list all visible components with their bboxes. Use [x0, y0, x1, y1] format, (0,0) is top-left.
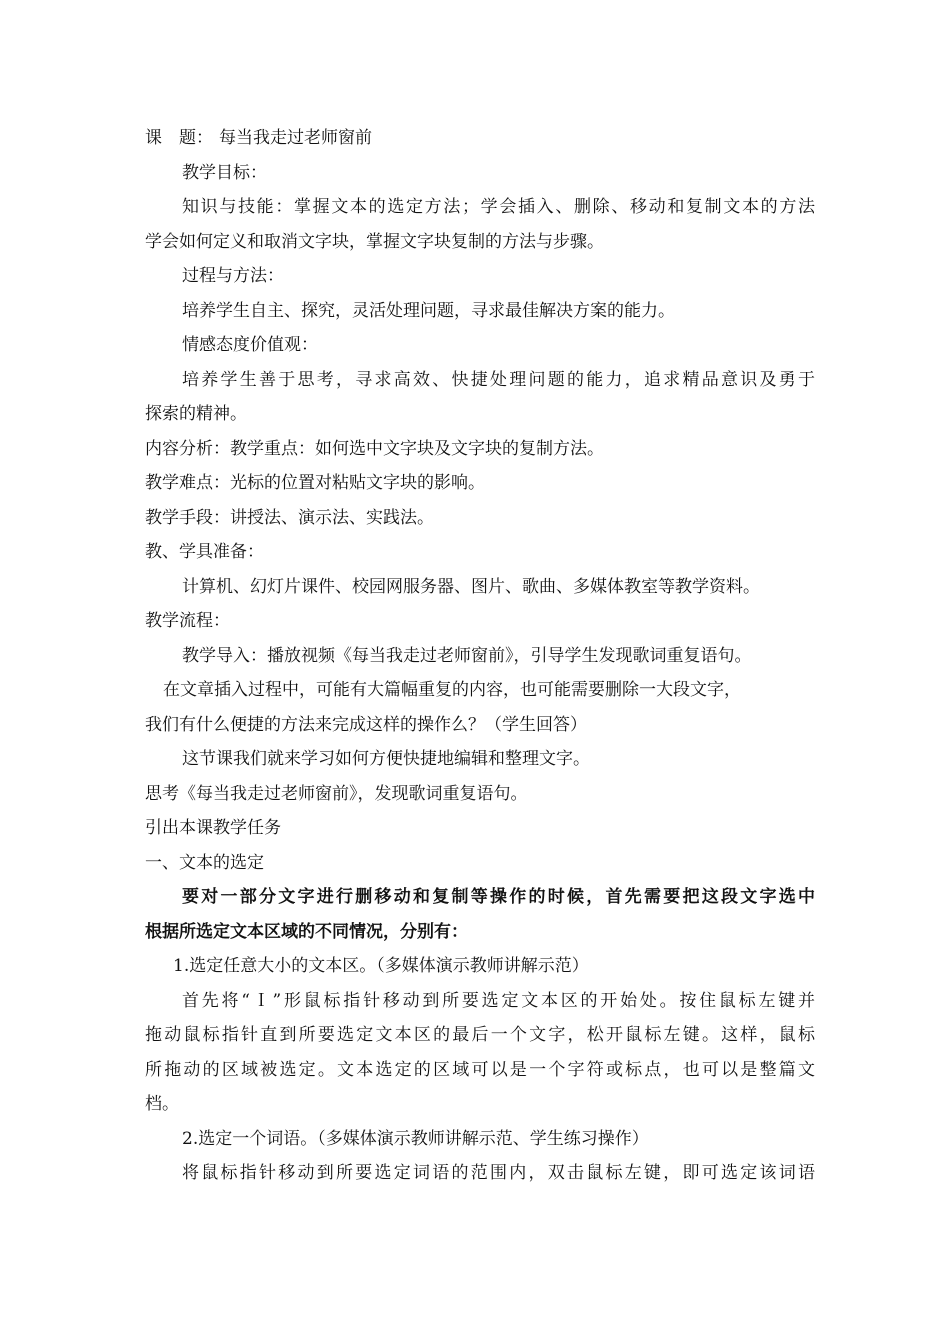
question-line-2: 我们有什么便捷的方法来完成这样的操作么？（学生回答）	[145, 714, 587, 735]
teaching-difficulty: 教学难点：光标的位置对粘贴文字块的影响。	[145, 473, 485, 493]
title-value: 每当我走过老师窗前	[219, 128, 372, 148]
section-1-heading: 一、文本的选定	[145, 852, 264, 873]
emotion-line-2: 探索的精神。	[145, 404, 247, 424]
process-text: 培养学生自主、探究，灵活处理问题，寻求最佳解决方案的能力。	[182, 300, 675, 321]
title-label: 课 题：	[145, 128, 213, 148]
emotion-heading: 情感态度价值观：	[182, 335, 318, 355]
flow-heading: 教学流程：	[145, 611, 230, 631]
item-2-heading: 2.选定一个词语。（多媒体演示教师讲解示范、学生练习操作）	[182, 1128, 649, 1149]
process-heading: 过程与方法：	[182, 266, 284, 286]
question-line-1: 在文章插入过程中，可能有大篇幅重复的内容，也可能需要删除一大段文字，	[163, 680, 741, 700]
bold-line-1: 要对一部分文字进行删移动和复制等操作的时候，首先需要把这段文字选中	[182, 887, 815, 907]
objectives-heading: 教学目标：	[182, 162, 267, 183]
intro-text: 教学导入：播放视频《每当我走过老师窗前》，引导学生发现歌词重复语句。	[182, 645, 752, 666]
bold-line-2: 根据所选定文本区域的不同情况，分别有：	[145, 921, 468, 942]
think-text: 思考《每当我走过老师窗前》，发现歌词重复语句。	[145, 783, 528, 804]
content-analysis: 内容分析：教学重点：如何选中文字块及文字块的复制方法。	[145, 438, 604, 459]
item-2-line-1: 将鼠标指针移动到所要选定词语的范围内，双击鼠标左键，即可选定该词语	[182, 1163, 815, 1183]
task-text: 引出本课教学任务	[145, 818, 281, 838]
materials-heading: 教、学具准备：	[145, 542, 264, 562]
lesson-intro: 这节课我们就来学习如何方便快捷地编辑和整理文字。	[182, 749, 590, 769]
knowledge-line-2: 学会如何定义和取消文字块，掌握文字块复制的方法与步骤。	[145, 231, 604, 252]
item-1-line-1: 首先将“Ｉ”形鼠标指针移动到所要选定文本区的开始处。按住鼠标左键并	[182, 990, 815, 1011]
item-1-heading: 1.选定任意大小的文本区。（多媒体演示教师讲解示范）	[173, 956, 589, 976]
document-body	[145, 121, 815, 1191]
item-1-line-3: 所拖动的区域被选定。文本选定的区域可以是一个字符或标点，也可以是整篇文	[145, 1059, 815, 1080]
knowledge-line-1: 知识与技能：掌握文本的选定方法；学会插入、删除、移动和复制文本的方法	[182, 197, 815, 217]
teaching-methods: 教学手段：讲授法、演示法、实践法。	[145, 507, 434, 528]
item-1-line-4: 档。	[145, 1094, 179, 1114]
item-1-line-2: 拖动鼠标指针直到所要选定文本区的最后一个文字，松开鼠标左键。这样，鼠标	[145, 1025, 815, 1045]
emotion-line-1: 培养学生善于思考，寻求高效、快捷处理问题的能力，追求精品意识及勇于	[182, 369, 815, 390]
lesson-title	[145, 121, 815, 156]
materials-text: 计算机、幻灯片课件、校园网服务器、图片、歌曲、多媒体教室等教学资料。	[182, 576, 760, 597]
